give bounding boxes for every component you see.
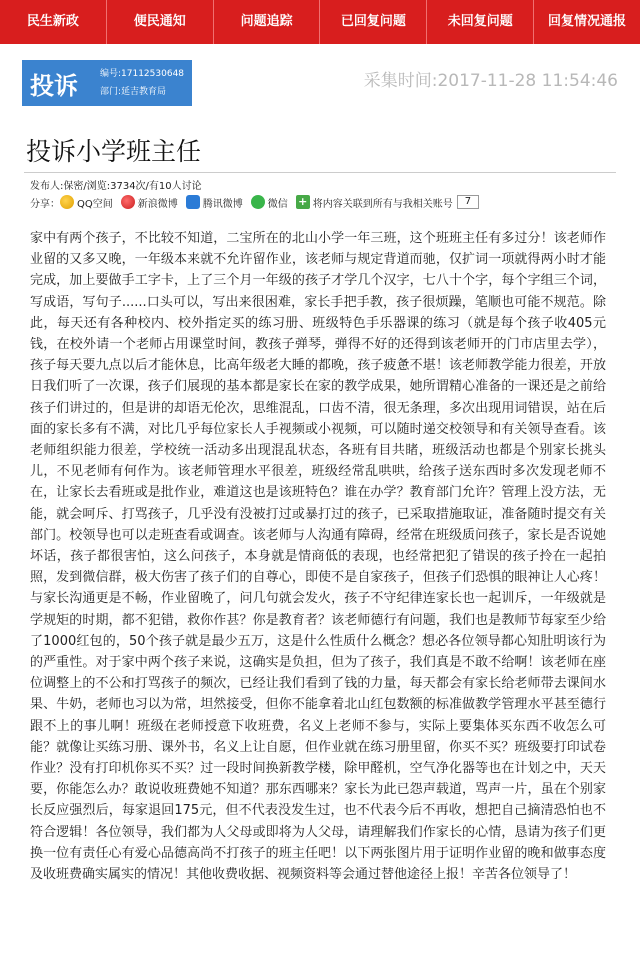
title-divider xyxy=(24,172,616,173)
share-tencent-button[interactable] xyxy=(186,195,243,210)
complaint-badge xyxy=(22,60,192,106)
share-link-label: 将内容关联到所有与我相关账号 xyxy=(312,198,453,210)
publisher-info: 发布人:保密/浏览:3734次/有10人讨论 xyxy=(30,181,202,192)
share-wechat-button[interactable] xyxy=(251,195,288,210)
badge-title: 投诉 xyxy=(30,71,78,100)
share-label: 分享： xyxy=(30,198,60,210)
tencent-weibo-icon xyxy=(186,195,200,209)
share-weibo-button[interactable] xyxy=(121,195,178,210)
nav-item-replied[interactable]: 已回复问题 xyxy=(320,0,427,44)
nav-item-policy[interactable]: 民生新政 xyxy=(0,0,107,44)
plus-icon: + xyxy=(296,195,310,209)
article-body: 家中有两个孩子，不比较不知道，二宝所在的北山小学一年三班，这个班班主任有多过分！该老师作业留的又多又晚，一年级本来就不允许留作业，该老师与规定背道而驰，仅扩词一项就得两小时才能完成，加上要做手工字卡，上了三个月一年级的孩子才学几个汉字，七八十个字，每个字组三个词，写成语，写句子......口头可以，写出来很困难，家长手把手教，孩子很烦躁，笔顺也可能不规范。除此，每天还有各种校内、校外指定买的练习册、班级特色手乐器课的练习（就是每个孩子收405元钱，在校外请一个老师占用课堂时间，教孩子弹琴，弹得不好的还得到该老师开的门市店里去学），孩子每天要九点以后才能休息，比高年级老大睡的都晚，孩子疲惫不堪！该老师教学能力很差，开放日我们听了一次课，孩子们展现的基本都是家长在家的教学成果，她所谓精心准备的一课还是之前给孩子们讲过的，但是讲的却语无伦次，思维混乱，口齿不清，很无条理，多次出现用词错误，站在后面的家长多有不满，对比几乎每位家长人手视频或小视频，可以随时递交校领导和有关领导查看。该老师组织能力很差，学校统一活动多出现混乱状态，各班有目共睹，班级活动也都是个别家长挑头儿，不见老师有何作为。该老师管理水平很差，班级经常乱哄哄，给孩子送东西时多次发现老师不在，让家长去看班或是批作业，难道这也是该班特色？谁在办学？教育部门允许？管理上没方法，无能，就会呵斥、打骂孩子，几乎没有没被打过或暴打过的孩子，已采取措施取证，准备随时提交有关部门。校领导也可以走班查看或调查。该老师与人沟通有障碍，经常在班级质问孩子，家长是否说她坏话，孩子都很害怕，这么问孩子，本身就是情商低的表现，也经常把犯了错误的孩子拎在一起拍照，发到微信群，极大伤害了孩子们的自尊心，即使不是自家孩子，但孩子们恐惧的眼神让人心疼！与家长沟通更是不畅，作业留晚了，问几句就会发火，孩子不守纪律连家长也一起训斥，一年级就是学规矩的时期，都不犯错，救你作甚？你是教育者？该老师德行有问题，我们也是教师节每家至少给了1000红包的，50个孩子就是最少五万，这是什么性质什么概念？想必各位领导都心知肚明该行为的严重性。对于家中两个孩子来说，这确实是负担，但为了孩子，我们真是不敢不给啊！该老师在座位调整上的不公和打骂孩子的频次，已经让我们看到了钱的力量，每天都会有家长给老师带去课间水果、牛奶，老师也习以为常，坦然接受，但你不能拿着北山红包数额的标准做教学管理水平甚至德行跟不上的事儿啊！班级在老师授意下收班费，名义上老师不参与，实际上要集体买东西不收怎么可能？就像让买练习册、课外书，名义上让自愿，但作业就在练习册里留，你买不买？班级要打印试卷作业？没有打印机你买不买？过一段时间换新教学楼，除甲醛机，空气净化器等也在计划之中，天天要，你能怎么办？敢说收班费她不知道？那东西哪来？家长为此已怨声载道，骂声一片，虽在个别家长反应强烈后，每家退回175元，但不代表没发生过，也不代表今后不再收，想把自己摘清恐怕也不符合逻辑！各位领导，我们都为人父母或即将为人父母，请理解我们作家长的心情，恳请为孩子们更换一位有责任心有爱心品德高尚不打孩子的班主任吧！以下两张图片用于证明作业留的晚和做事态度及收班费确实属实的情况！其他收费收据、视频资料等会通过替他途径上报！辛苦各位领导了！ xyxy=(30,231,606,883)
share-qq-label: QQ空间 xyxy=(77,198,113,210)
top-navigation xyxy=(0,0,640,44)
share-wechat-label: 微信 xyxy=(267,198,288,210)
share-weibo-label: 新浪微博 xyxy=(137,198,178,210)
share-link-button[interactable] xyxy=(296,195,479,210)
share-tencent-label: 腾讯微博 xyxy=(202,198,243,210)
badge-meta xyxy=(100,65,184,101)
nav-item-unreplied[interactable]: 未回复问题 xyxy=(427,0,534,44)
nav-item-reply-report[interactable]: 回复情况通报 xyxy=(548,14,627,29)
share-count: 7 xyxy=(457,195,479,209)
badge-department: 部门:延吉教育局 xyxy=(100,87,167,97)
collection-time: 采集时间:2017-11-28 11:54:46 xyxy=(363,71,618,91)
nav-item-notices[interactable]: 便民通知 xyxy=(107,0,214,44)
nav-item-tracking[interactable]: 问题追踪 xyxy=(214,0,321,44)
share-qq-button[interactable] xyxy=(60,195,113,210)
article-title: 投诉小学班主任 xyxy=(26,137,202,166)
wechat-icon xyxy=(251,195,265,209)
badge-number: 编号:17112530648 xyxy=(100,69,185,79)
weibo-icon xyxy=(121,195,135,209)
qzone-icon xyxy=(60,195,74,209)
share-bar xyxy=(30,193,487,211)
